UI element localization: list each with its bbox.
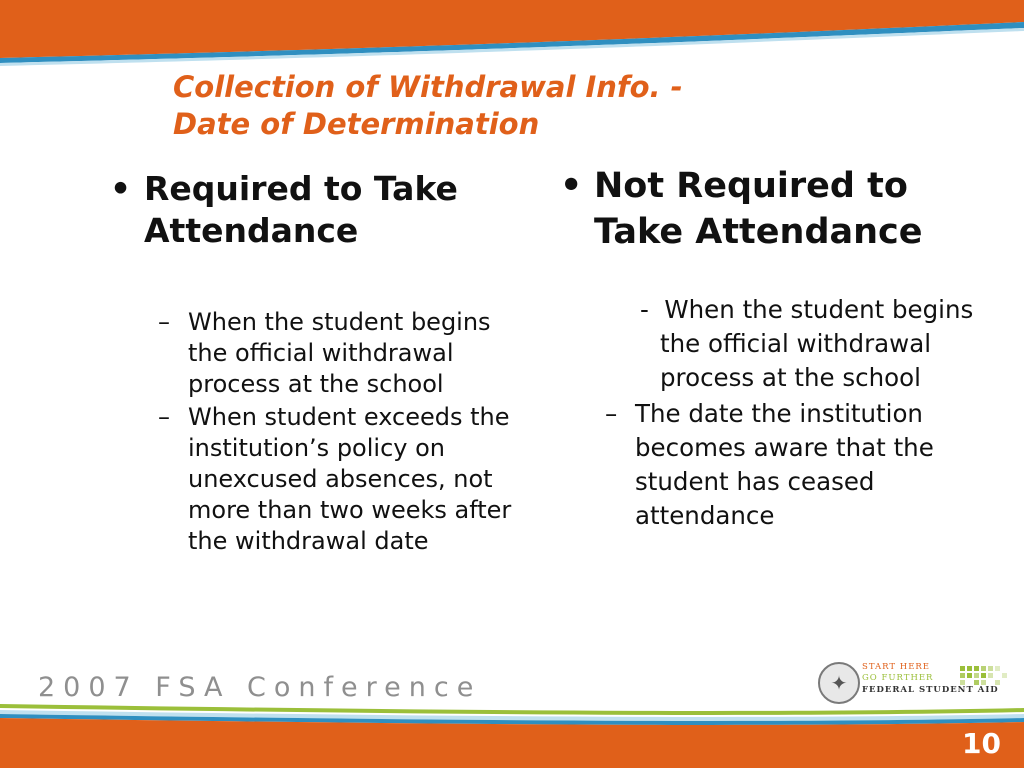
list-item: [158, 307, 530, 400]
bullet-dot-icon: •: [110, 169, 132, 208]
right-column: [560, 163, 990, 535]
logo-grid-icon: [960, 666, 1008, 688]
logo-line-3: FEDERAL STUDENT AID: [862, 685, 999, 695]
top-banner-band: [0, 0, 1024, 70]
bottom-banner-band: [0, 700, 1024, 768]
logo-line-2: GO FURTHER: [862, 673, 934, 683]
left-bullet-text: Required to Take Attendance: [144, 169, 458, 250]
list-item: [605, 293, 990, 395]
list-item: [605, 397, 990, 533]
list-item: [158, 402, 530, 557]
left-bullet-heading: [110, 168, 530, 252]
department-seal-icon: ✦: [818, 662, 860, 704]
slide-title: [173, 69, 873, 143]
dash-bullet-icon: –: [158, 308, 170, 336]
hyphen-bullet-icon: -: [640, 295, 665, 324]
list-item-text: When the student begins the official withdrawal process at the school: [660, 295, 974, 392]
title-line-1: Collection of Withdrawal Info. -: [173, 70, 683, 104]
list-item-text: The date the institution becomes aware that the student has ceased attendance: [635, 399, 934, 530]
right-sub-list: [605, 293, 990, 533]
dash-bullet-icon: –: [158, 403, 170, 431]
page-number: 10: [962, 727, 1001, 760]
left-column: [110, 168, 530, 559]
left-sub-list: [158, 307, 530, 557]
logo-line-1: START HERE: [862, 662, 931, 672]
fsa-logo: [818, 658, 1018, 704]
dash-bullet-icon: –: [605, 399, 618, 428]
right-bullet-heading: [560, 163, 990, 255]
bullet-dot-icon: •: [560, 166, 583, 206]
title-line-2: Date of Determination: [173, 107, 540, 141]
conference-footer-text: 2007 FSA Conference: [38, 672, 482, 703]
list-item-text: When student exceeds the institution’s policy on unexcused absences, not more than two weeks after the withdrawal date: [188, 403, 512, 555]
right-bullet-text: Not Required to Take Attendance: [594, 166, 923, 252]
list-item-text: When the student begins the official withdrawal process at the school: [188, 308, 491, 398]
